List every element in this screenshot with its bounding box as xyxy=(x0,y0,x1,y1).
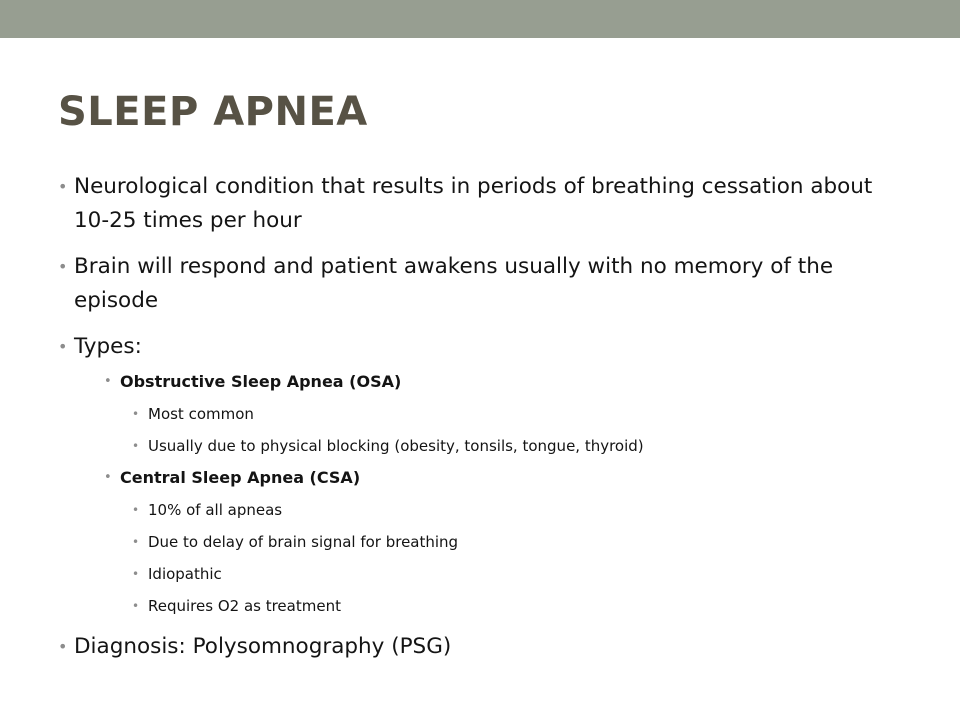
bullet-dot-icon: • xyxy=(104,374,112,389)
csa-detail xyxy=(132,498,898,522)
bullet-dot-icon: • xyxy=(58,257,68,276)
bullet-dot-icon: • xyxy=(104,470,112,485)
detail-text: Most common xyxy=(148,405,254,423)
csa-label: Central Sleep Apnea (CSA) xyxy=(120,468,361,487)
bullet-dot-icon: • xyxy=(132,535,140,549)
bullet-dot-icon: • xyxy=(58,337,68,356)
bullet-dot-icon: • xyxy=(132,439,140,453)
csa-item xyxy=(104,466,898,490)
bullet-dot-icon: • xyxy=(132,407,140,421)
bullet-text: Diagnosis: Polysomnography (PSG) xyxy=(74,634,452,659)
bullet-dot-icon: • xyxy=(132,599,140,613)
detail-text: Due to delay of brain signal for breathing xyxy=(148,533,459,551)
bullet-list xyxy=(58,170,898,676)
detail-text: Idiopathic xyxy=(148,565,222,583)
osa-item xyxy=(104,370,898,394)
detail-text: 10% of all apneas xyxy=(148,501,283,519)
osa-detail xyxy=(132,434,898,458)
types-sublist xyxy=(74,370,898,618)
top-accent-band xyxy=(0,0,960,38)
bullet-definition xyxy=(58,170,898,238)
slide-title: SLEEP APNEA xyxy=(58,89,368,135)
bullet-text: Neurological condition that results in periods of breathing cessation about 10-25 times per hour xyxy=(74,174,873,233)
csa-detail xyxy=(132,594,898,618)
bullet-diagnosis xyxy=(58,630,898,664)
csa-detail xyxy=(132,562,898,586)
bullet-dot-icon: • xyxy=(132,503,140,517)
bullet-dot-icon: • xyxy=(132,567,140,581)
bullet-text: Brain will respond and patient awakens usually with no memory of the episode xyxy=(74,254,834,313)
bullet-dot-icon: • xyxy=(58,637,68,656)
osa-detail xyxy=(132,402,898,426)
bullet-types xyxy=(58,330,898,618)
bullet-response xyxy=(58,250,898,318)
detail-text: Usually due to physical blocking (obesity, tonsils, tongue, thyroid) xyxy=(148,437,644,455)
csa-detail xyxy=(132,530,898,554)
detail-text: Requires O2 as treatment xyxy=(148,597,341,615)
osa-label: Obstructive Sleep Apnea (OSA) xyxy=(120,372,402,391)
bullet-text: Types: xyxy=(74,334,142,359)
bullet-dot-icon: • xyxy=(58,177,68,196)
